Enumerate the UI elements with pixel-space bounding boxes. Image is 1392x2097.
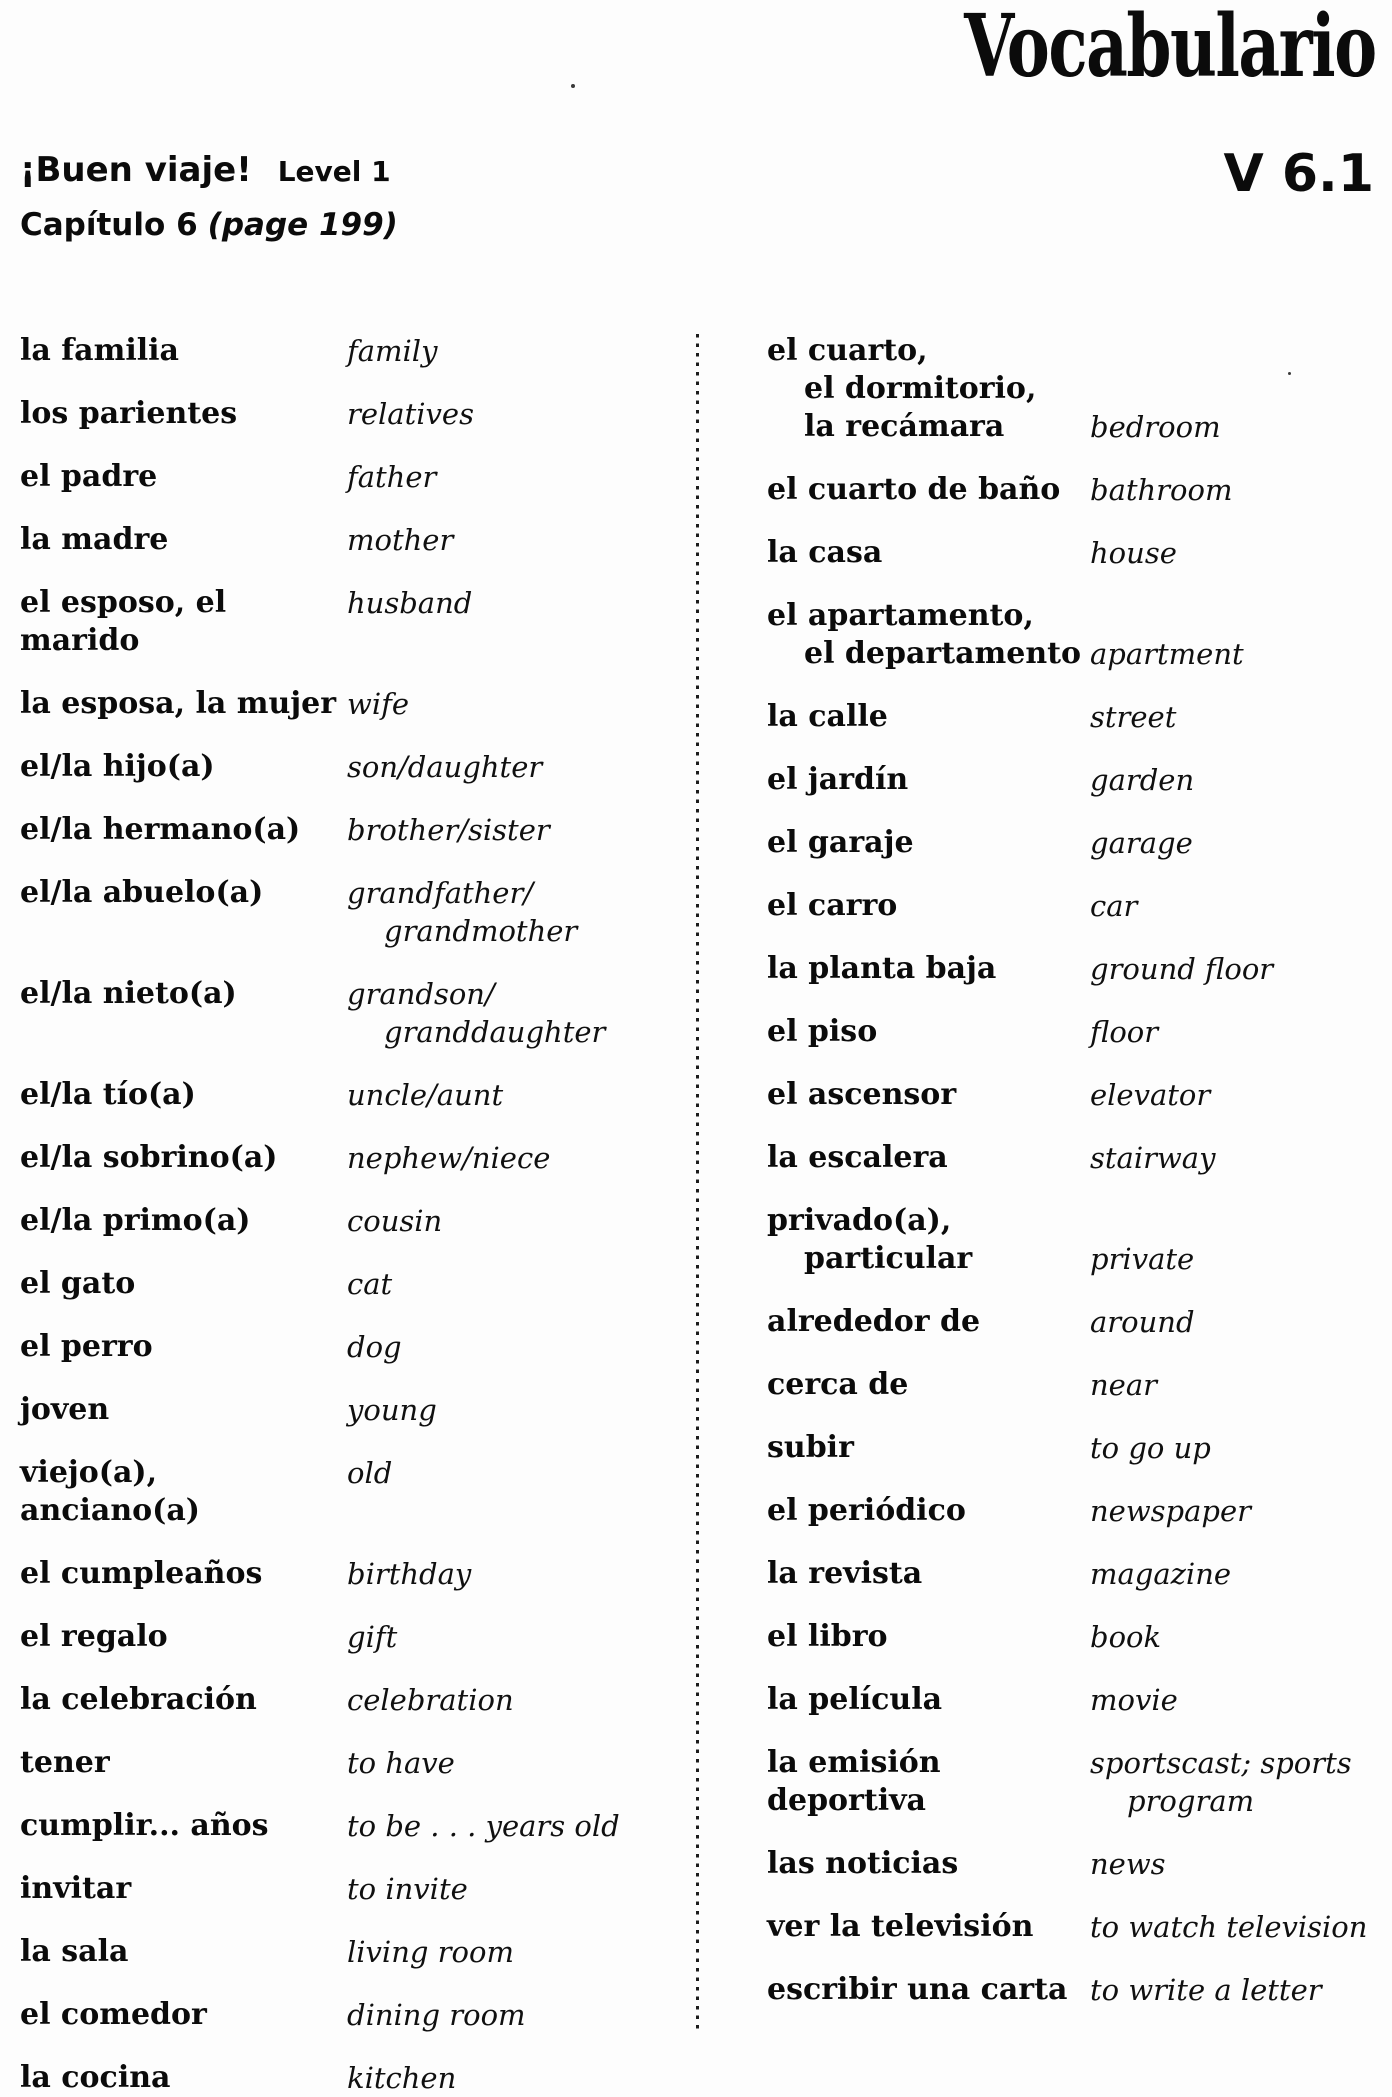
spanish-term (20, 748, 347, 786)
vocab-entry (20, 521, 672, 559)
spanish-term-line: el garaje (767, 825, 914, 860)
spanish-term-line: el/la tío(a) (20, 1077, 196, 1112)
vocab-entry (20, 1454, 672, 1530)
english-translation-line: dog (347, 1330, 402, 1364)
book-header (20, 150, 391, 190)
english-translation (1090, 1139, 1384, 1177)
english-translation-line: old (347, 1456, 393, 1490)
spanish-term (20, 1681, 347, 1719)
spanish-term-line: el jardín (767, 762, 909, 797)
vocab-entry (20, 332, 672, 370)
spanish-term (20, 521, 347, 559)
spanish-term (767, 1845, 1090, 1883)
english-translation (347, 1870, 672, 1908)
vocab-entry (767, 824, 1384, 862)
spanish-term-line: alrededor de (767, 1304, 981, 1339)
vocab-entry (767, 1681, 1384, 1719)
spanish-term-line: cumplir... años (20, 1808, 269, 1843)
english-translation-line: garage (1090, 826, 1193, 860)
vocab-entry (20, 2059, 672, 2097)
english-translation (347, 874, 672, 950)
english-translation-line: son/daughter (347, 750, 543, 784)
vocab-entry (20, 1391, 672, 1429)
english-translation (1090, 1429, 1384, 1467)
vocab-entry (767, 1845, 1384, 1883)
english-translation-line: gift (347, 1620, 398, 1654)
english-translation (347, 1996, 672, 2034)
english-translation (1090, 1492, 1384, 1530)
spanish-term (767, 698, 1090, 736)
spanish-term (20, 1870, 347, 1908)
spanish-term (767, 1681, 1090, 1719)
english-translation (347, 748, 672, 786)
spanish-term-line: el libro (767, 1619, 888, 1654)
english-translation-line: wife (347, 687, 409, 721)
english-translation-line: dining room (347, 1998, 526, 2032)
english-translation (347, 1454, 672, 1492)
spanish-term-line: viejo(a), anciano(a) (20, 1455, 200, 1528)
spanish-term-line: el apartamento, (767, 598, 1034, 633)
vocab-entry (20, 458, 672, 496)
english-translation-line: floor (1090, 1015, 1159, 1049)
english-translation (1090, 1744, 1384, 1820)
spanish-term-line: el gato (20, 1266, 136, 1301)
left-column (0, 332, 696, 2095)
english-translation-line: young (347, 1393, 437, 1427)
english-translation (347, 1328, 672, 1366)
english-translation (1090, 1908, 1384, 1946)
spanish-term (767, 1908, 1090, 1946)
english-translation-line: newspaper (1090, 1494, 1251, 1528)
english-translation-line: near (1090, 1368, 1157, 1402)
english-translation-line: around (1090, 1305, 1195, 1339)
english-translation (1090, 1618, 1384, 1656)
spanish-term-line: joven (20, 1392, 110, 1427)
spanish-term-line: el/la primo(a) (20, 1203, 251, 1238)
vocab-entry (767, 1139, 1384, 1177)
english-translation-line: granddaughter (384, 1015, 606, 1049)
english-translation (1090, 1240, 1384, 1278)
spanish-term (20, 1618, 347, 1656)
vocab-columns (0, 332, 1392, 2095)
english-translation-line: sportscast; sports (1090, 1746, 1352, 1780)
spanish-term (20, 1454, 347, 1530)
vocab-entry (767, 698, 1384, 736)
spanish-term (20, 332, 347, 370)
spanish-term-line: las noticias (767, 1846, 959, 1881)
english-translation (347, 1555, 672, 1593)
spanish-term (20, 1744, 347, 1782)
english-translation-line: apartment (1090, 637, 1244, 671)
spanish-term-line: subir (767, 1430, 854, 1465)
english-translation-line: elevator (1090, 1078, 1211, 1112)
spanish-term-line: la escalera (767, 1140, 948, 1175)
spanish-term-line: la familia (20, 333, 179, 368)
chapter-label: Capítulo 6 (20, 207, 198, 243)
english-translation-line: relatives (347, 397, 474, 431)
spanish-term-line: el/la hijo(a) (20, 749, 215, 784)
spanish-term-line: el perro (20, 1329, 153, 1364)
english-translation-line: bathroom (1090, 473, 1233, 507)
vocab-entry (20, 1076, 672, 1114)
english-translation-line: grandfather/ (347, 876, 534, 910)
english-translation-line: living room (347, 1935, 514, 1969)
spanish-term (20, 811, 347, 849)
english-translation-line: bedroom (1090, 410, 1221, 444)
english-translation (347, 1744, 672, 1782)
spanish-term-line: tener (20, 1745, 110, 1780)
spanish-term (20, 1807, 347, 1845)
english-translation (1090, 1366, 1384, 1404)
spanish-term (20, 1996, 347, 2034)
spanish-term (767, 1744, 1090, 1820)
vocab-entry (20, 1933, 672, 1971)
english-translation-line: to write a letter (1090, 1973, 1322, 2007)
english-translation (1090, 824, 1384, 862)
spanish-term-line: el esposo, el marido (20, 585, 227, 658)
spanish-term-line: el/la abuelo(a) (20, 875, 264, 910)
vocab-entry (767, 950, 1384, 988)
spanish-term (767, 950, 1090, 988)
english-translation (347, 395, 672, 433)
spanish-term-line: el dormitorio, (804, 371, 1037, 406)
spanish-term (20, 458, 347, 496)
spanish-term-line: la madre (20, 522, 169, 557)
english-translation (1090, 1845, 1384, 1883)
spanish-term (20, 1139, 347, 1177)
vocab-entry (767, 1908, 1384, 1946)
english-translation (1090, 1076, 1384, 1114)
vocab-entry (20, 1870, 672, 1908)
english-translation-line: cousin (347, 1204, 443, 1238)
english-translation-line: to have (347, 1746, 455, 1780)
spanish-term-line: el regalo (20, 1619, 168, 1654)
english-translation-line: grandson/ (347, 977, 495, 1011)
vocab-entry (767, 534, 1384, 572)
english-translation-line: to be . . . years old (347, 1809, 620, 1843)
english-translation (347, 1139, 672, 1177)
spanish-term (767, 824, 1090, 862)
spanish-term-line: el departamento (804, 636, 1082, 671)
spanish-term-line: los parientes (20, 396, 238, 431)
spanish-term (767, 1429, 1090, 1467)
spanish-term (20, 1076, 347, 1114)
spanish-term-line: el periódico (767, 1493, 966, 1528)
spanish-term-line: la calle (767, 699, 888, 734)
vocab-entry (20, 1139, 672, 1177)
vocab-entry (20, 685, 672, 723)
spanish-term-line: el piso (767, 1014, 878, 1049)
english-translation (1090, 1013, 1384, 1051)
spanish-term (20, 395, 347, 433)
english-translation-line: magazine (1090, 1557, 1232, 1591)
spanish-term-line: el/la hermano(a) (20, 812, 301, 847)
vocab-entry (767, 597, 1384, 673)
vocab-entry (20, 1681, 672, 1719)
spanish-term (20, 685, 347, 723)
spanish-term (20, 1555, 347, 1593)
spanish-term-line: la planta baja (767, 951, 997, 986)
english-translation-line: cat (347, 1267, 393, 1301)
english-translation-line: mother (347, 523, 454, 557)
spanish-term (767, 1971, 1090, 2009)
english-translation-line: father (347, 460, 437, 494)
english-translation-line: garden (1090, 763, 1195, 797)
english-translation (1090, 698, 1384, 736)
spanish-term (20, 975, 347, 1013)
english-translation (347, 811, 672, 849)
vocab-entry (767, 1013, 1384, 1051)
english-translation (347, 1681, 672, 1719)
english-translation (347, 1076, 672, 1114)
vocab-entry (20, 395, 672, 433)
spanish-term-line: el/la nieto(a) (20, 976, 237, 1011)
vocab-entry (20, 584, 672, 660)
spanish-term-line: la esposa, la mujer (20, 686, 337, 721)
spanish-term (767, 1202, 1090, 1278)
right-column (696, 332, 1392, 2032)
vocab-entry (767, 887, 1384, 925)
spanish-term (20, 1265, 347, 1303)
english-translation-line: private (1090, 1242, 1195, 1276)
spanish-term-line: la celebración (20, 1682, 257, 1717)
spanish-term-line: la cocina (20, 2060, 171, 2095)
english-translation (347, 458, 672, 496)
vocab-entry (767, 1202, 1384, 1278)
english-translation-line: to watch television (1090, 1910, 1368, 1944)
book-title: ¡Buen viaje! (20, 150, 252, 190)
english-translation-line: ground floor (1090, 952, 1274, 986)
english-translation (347, 685, 672, 723)
page-title: Vocabulario (964, 0, 1376, 97)
english-translation-line: brother/sister (347, 813, 550, 847)
vocab-entry (767, 1429, 1384, 1467)
vocab-entry (767, 1076, 1384, 1114)
english-translation (1090, 1303, 1384, 1341)
english-translation-line: kitchen (347, 2061, 457, 2095)
english-translation (1090, 950, 1384, 988)
vocab-entry (767, 1492, 1384, 1530)
spanish-term (767, 1618, 1090, 1656)
column-divider (696, 334, 699, 2032)
english-translation (347, 1618, 672, 1656)
spanish-term-line: el cuarto, (767, 333, 928, 368)
spanish-term-line: particular (804, 1241, 973, 1276)
spanish-term-line: cerca de (767, 1367, 909, 1402)
spanish-term-line: la sala (20, 1934, 129, 1969)
english-translation (347, 584, 672, 622)
vocab-entry (767, 1618, 1384, 1656)
english-translation (347, 2059, 672, 2097)
vocab-entry (767, 1971, 1384, 2009)
vocab-entry (20, 1328, 672, 1366)
english-translation-line: car (1090, 889, 1138, 923)
vocab-entry (20, 1555, 672, 1593)
spanish-term (767, 887, 1090, 925)
english-translation-line: birthday (347, 1557, 472, 1591)
english-translation-line: celebration (347, 1683, 514, 1717)
spanish-term-line: el comedor (20, 1997, 207, 2032)
spanish-term-line: la película (767, 1682, 943, 1717)
spanish-term (20, 1933, 347, 1971)
vocab-entry (20, 748, 672, 786)
vocab-entry (767, 1744, 1384, 1820)
english-translation (347, 1202, 672, 1240)
spanish-term-line: el padre (20, 459, 158, 494)
spanish-term (767, 534, 1090, 572)
spanish-term (767, 1013, 1090, 1051)
english-translation (347, 1807, 672, 1845)
english-translation (1090, 534, 1384, 572)
vocab-entry (767, 471, 1384, 509)
vocab-entry (20, 811, 672, 849)
chapter-page-label: (page 199) (207, 207, 398, 243)
spanish-term-line: el cumpleaños (20, 1556, 263, 1591)
english-translation-line: street (1090, 700, 1177, 734)
spanish-term (20, 1202, 347, 1240)
spanish-term (20, 874, 347, 912)
sheet-code: V 6.1 (1223, 144, 1374, 204)
english-translation-line: grandmother (384, 914, 578, 948)
english-translation-line: book (1090, 1620, 1162, 1654)
english-translation (347, 1265, 672, 1303)
english-translation (1090, 408, 1384, 446)
english-translation (347, 1933, 672, 1971)
english-translation (347, 975, 672, 1051)
spanish-term (767, 332, 1090, 446)
english-translation-line: to go up (1090, 1431, 1211, 1465)
vocab-entry (20, 1265, 672, 1303)
english-translation (1090, 471, 1384, 509)
english-translation-line: program (1127, 1784, 1255, 1818)
spanish-term-line: invitar (20, 1871, 132, 1906)
spanish-term (767, 1555, 1090, 1593)
vocab-entry (20, 1807, 672, 1845)
english-translation-line: house (1090, 536, 1177, 570)
spanish-term (767, 471, 1090, 509)
english-translation-line: movie (1090, 1683, 1178, 1717)
english-translation-line: to invite (347, 1872, 468, 1906)
english-translation (1090, 1555, 1384, 1593)
spanish-term (20, 1391, 347, 1429)
spanish-term (20, 584, 347, 660)
vocab-entry (767, 761, 1384, 799)
english-translation-line: husband (347, 586, 473, 620)
spanish-term (767, 761, 1090, 799)
vocab-entry (20, 1618, 672, 1656)
spanish-term-line: el/la sobrino(a) (20, 1140, 278, 1175)
spanish-term (767, 1076, 1090, 1114)
vocab-entry (767, 1303, 1384, 1341)
english-translation-line: uncle/aunt (347, 1078, 504, 1112)
spanish-term (20, 2059, 347, 2097)
spanish-term-line: el carro (767, 888, 898, 923)
english-translation (1090, 887, 1384, 925)
spanish-term (767, 597, 1090, 673)
spanish-term-line: escribir una carta (767, 1972, 1068, 2007)
scan-speck (571, 84, 575, 88)
chapter-header (20, 207, 398, 243)
vocab-entry (767, 332, 1384, 446)
level-label: Level 1 (277, 155, 391, 188)
spanish-term-line: privado(a), (767, 1203, 952, 1238)
english-translation-line: nephew/niece (347, 1141, 551, 1175)
english-translation (1090, 1971, 1384, 2009)
vocab-entry (20, 1202, 672, 1240)
spanish-term (767, 1139, 1090, 1177)
spanish-term (20, 1328, 347, 1366)
english-translation-line: news (1090, 1847, 1166, 1881)
spanish-term-line: la emisión deportiva (767, 1745, 941, 1818)
vocab-entry (767, 1366, 1384, 1404)
spanish-term-line: la recámara (804, 409, 1005, 444)
english-translation (1090, 635, 1384, 673)
vocab-entry (20, 1744, 672, 1782)
english-translation (1090, 1681, 1384, 1719)
spanish-term-line: la casa (767, 535, 883, 570)
vocab-entry (20, 975, 672, 1051)
vocab-entry (20, 1996, 672, 2034)
spanish-term-line: el ascensor (767, 1077, 957, 1112)
english-translation-line: stairway (1090, 1141, 1216, 1175)
english-translation (347, 521, 672, 559)
spanish-term-line: el cuarto de baño (767, 472, 1061, 507)
english-translation (347, 1391, 672, 1429)
spanish-term-line: ver la televisión (767, 1909, 1034, 1944)
vocab-entry (767, 1555, 1384, 1593)
spanish-term-line: la revista (767, 1556, 923, 1591)
english-translation-line: family (347, 334, 438, 368)
spanish-term (767, 1492, 1090, 1530)
english-translation (1090, 761, 1384, 799)
spanish-term (767, 1303, 1090, 1341)
english-translation (347, 332, 672, 370)
vocab-entry (20, 874, 672, 950)
spanish-term (767, 1366, 1090, 1404)
